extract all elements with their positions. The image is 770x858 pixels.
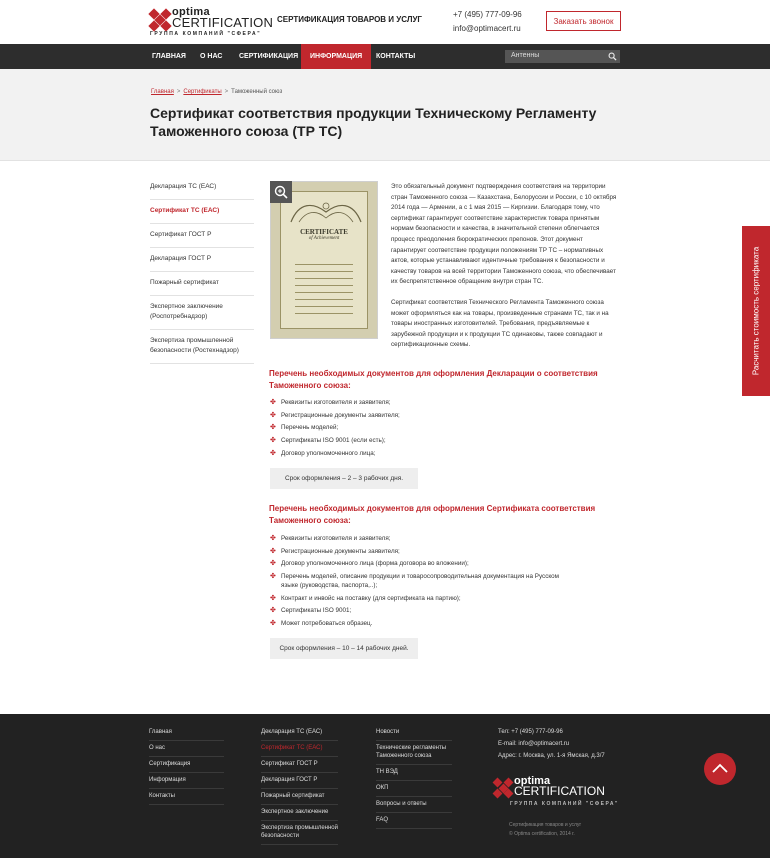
calculate-cost-label: Расчитать стоимость сертификата: [751, 246, 761, 376]
footer-logo-line2: CERTIFICATION: [514, 784, 605, 798]
list-item: ✤ Перечень моделей;: [270, 424, 339, 432]
chevron-up-icon: [704, 753, 736, 785]
nav-item-about[interactable]: О НАС: [200, 53, 223, 60]
bullet-icon: ✤: [270, 560, 276, 568]
footer-tagline: Сертификация товаров и услуг: [509, 822, 582, 828]
bullet-icon: ✤: [270, 607, 276, 615]
bullet-icon: ✤: [270, 573, 276, 581]
certificate-lines: [295, 264, 353, 320]
footer-link[interactable]: Сертификация: [149, 757, 224, 773]
footer-link[interactable]: ТН ВЭД: [376, 765, 452, 781]
footer-link[interactable]: Сертификат ГОСТ Р: [261, 757, 338, 773]
section2-term: Срок оформления – 10 – 14 рабочих дней.: [270, 638, 418, 659]
list-item: ✤ Реквизиты изготовителя и заявителя;: [270, 535, 391, 542]
footer-col-info: [376, 725, 452, 829]
breadcrumb-home[interactable]: Главная: [151, 89, 174, 95]
section1-list: [270, 398, 600, 461]
breadcrumb-separator-icon: >: [224, 89, 229, 95]
sidebar-item-certificate-ts[interactable]: Сертификат ТС (ЕАС): [150, 200, 254, 224]
bullet-icon: ✤: [270, 424, 276, 432]
logo-mark-icon: [150, 10, 170, 30]
zoom-icon: [270, 181, 292, 203]
breadcrumb: [151, 89, 282, 95]
footer-link[interactable]: О нас: [149, 741, 224, 757]
footer-col-services: [261, 725, 338, 845]
footer-link[interactable]: Главная: [149, 725, 224, 741]
sidebar-item-fire-certificate[interactable]: Пожарный сертификат: [150, 272, 254, 296]
bullet-icon: ✤: [270, 535, 276, 542]
bullet-icon: ✤: [270, 594, 276, 602]
footer-copyright: © Optima certification, 2014 г.: [509, 831, 575, 837]
header-tagline: СЕРТИФИКАЦИЯ ТОВАРОВ И УСЛУГ: [277, 15, 422, 24]
footer-email[interactable]: E-mail: info@optimacert.ru: [498, 741, 570, 747]
list-item: ✤ Реквизиты изготовителя и заявителя;: [270, 399, 391, 406]
footer-link[interactable]: Экспертное заключение: [261, 805, 338, 821]
section2-list: [270, 534, 600, 632]
logo-mark-icon: [494, 779, 512, 797]
list-item: ✤ Перечень моделей, описание продукции и товаросопроводительная документация на Русском языке (руководства, паспорта,..);: [270, 573, 560, 590]
bullet-icon: ✤: [270, 449, 276, 457]
sidebar-item-declaration-gost[interactable]: Декларация ГОСТ Р: [150, 248, 254, 272]
logo-line2: CERTIFICATION: [172, 15, 274, 30]
sidebar-item-industrial-safety[interactable]: Экспертиза промышленной безопасности (Ростехнадзор): [150, 330, 254, 364]
section1-term: Срок оформления – 2 – 3 рабочих дня.: [270, 468, 418, 489]
search-icon[interactable]: [608, 52, 617, 61]
footer-logo-line3: ГРУППА КОМПАНИЙ "СФЕРА": [510, 801, 619, 807]
section2-title: Перечень необходимых документов для оформления Сертификата соответствия Таможенного союза:: [269, 504, 596, 525]
bullet-icon: ✤: [270, 437, 276, 445]
certificate-subtitle: of Achievement: [308, 236, 340, 241]
footer-link[interactable]: FAQ: [376, 813, 452, 829]
sidebar: [150, 176, 254, 364]
site-header: [0, 0, 770, 44]
certificate-title: CERTIFICATE: [300, 228, 348, 236]
footer-logo-line1: optima: [514, 775, 551, 787]
breadcrumb-separator-icon: >: [176, 89, 181, 95]
header-email[interactable]: info@optimacert.ru: [453, 24, 521, 33]
search-input[interactable]: [505, 50, 620, 63]
footer-link[interactable]: Декларация ГОСТ Р: [261, 773, 338, 789]
nav-item-home[interactable]: ГЛАВНАЯ: [152, 53, 186, 60]
search-value: Антенны: [511, 52, 540, 59]
zoom-button[interactable]: [270, 181, 292, 203]
main-nav: [0, 44, 770, 69]
footer-link[interactable]: Новости: [376, 725, 452, 741]
footer-link[interactable]: Контакты: [149, 789, 224, 805]
intro-paragraph-2: Сертификат соответствия Технического Регламента Таможенного союза может оформляться как на товары, произведенные странами ТС, так и на товары иностранных изготовителей. Требования, предъявляемые к зарубежной продукции и к продукции ТС одинаковы, также совпадают и сертификационные схемы.: [391, 298, 609, 349]
nav-item-contacts[interactable]: КОНТАКТЫ: [376, 53, 416, 60]
bullet-icon: ✤: [270, 620, 276, 628]
intro-text: [391, 182, 619, 361]
logo-line3: ГРУППА КОМПАНИЙ "СФЕРА": [150, 31, 262, 37]
breadcrumb-certificates[interactable]: Сертификаты: [183, 89, 222, 95]
list-item: ✤ Сертификаты ISO 9001 (если есть);: [270, 437, 386, 445]
ornament-icon: [289, 198, 363, 224]
list-item: ✤ Регистрационные документы заявителя;: [270, 547, 400, 555]
list-item: ✤ Договор уполномоченного лица (форма договора во вложении);: [270, 560, 469, 568]
header-phone[interactable]: +7 (495) 777-09-96: [453, 10, 522, 19]
bullet-icon: ✤: [270, 411, 276, 419]
footer-link[interactable]: Информация: [149, 773, 224, 789]
list-item: ✤ Контракт и инвойс на поставку (для сертификата на партию);: [270, 594, 461, 602]
footer-address: Адрес: г. Москва, ул. 1-я Ямская, д.3/7: [498, 753, 605, 759]
footer-link[interactable]: Технические регламенты Таможенного союза: [376, 741, 452, 765]
certificate-frame: [280, 191, 368, 329]
calculate-cost-tab[interactable]: [742, 226, 770, 396]
logo-line1: optima: [172, 6, 210, 18]
callback-button[interactable]: Заказать звонок: [546, 11, 621, 31]
sidebar-item-expert-conclusion[interactable]: Экспертное заключение (Роспотребнадзор): [150, 296, 254, 330]
footer-col-main: [149, 725, 224, 805]
footer-link[interactable]: Экспертиза промышленной безопасности: [261, 821, 338, 845]
footer-link[interactable]: ОКП: [376, 781, 452, 797]
nav-item-certification[interactable]: СЕРТИФИКАЦИЯ: [239, 53, 299, 60]
sidebar-item-certificate-gost[interactable]: Сертификат ГОСТ Р: [150, 224, 254, 248]
list-item: ✤ Договор уполномоченного лица;: [270, 449, 376, 457]
breadcrumb-current: Таможенный союз: [231, 89, 283, 95]
scroll-top-button[interactable]: [704, 753, 736, 785]
list-item: ✤ Может потребоваться образец.: [270, 620, 373, 628]
list-item: ✤ Регистрационные документы заявителя;: [270, 411, 400, 419]
footer-link[interactable]: Пожарный сертификат: [261, 789, 338, 805]
nav-item-information[interactable]: ИНФОРМАЦИЯ: [301, 44, 371, 69]
footer-link[interactable]: Декларация ТС (ЕАС): [261, 725, 338, 741]
page-title: Сертификат соответствия продукции Техническому Регламенту Таможенного союза (ТР ТС): [150, 105, 597, 139]
certificate-image[interactable]: [270, 181, 378, 339]
bullet-icon: ✤: [270, 547, 276, 555]
intro-paragraph-1: Это обязательный документ подтверждения соответствия на территории стран Таможенного союза — Казахстана, Белоруссии и России, с 10 октября 2014 года — Армении, а с 1 мая 2015 — Киргизии. Благодаря тому, что сертификат гарантирует соответствие характеристик товара принятым нормам безопасности и качества, в значительной степени облегчается процесс преодоления бюрократических препонов. Этот документ гарантирует соответствие продукции положениям ТР ТС – нормативных актов, которые устанавливают идентичные требования к безопасности и качеству товаров на всей территории Таможенного союза, что обеспечивает их беспрепятственное обращение внутри стран ТС.: [391, 183, 617, 286]
footer-link[interactable]: Вопросы и ответы: [376, 797, 452, 813]
footer-link[interactable]: Сертификат ТС (ЕАС): [261, 741, 338, 757]
sidebar-item-declaration-ts[interactable]: Декларация ТС (ЕАС): [150, 176, 254, 200]
bullet-icon: ✤: [270, 399, 276, 406]
section1-title: Перечень необходимых документов для оформления Декларации о соответствия Таможенного союза:: [269, 369, 598, 390]
list-item: ✤ Сертификаты ISO 9001;: [270, 607, 352, 615]
footer-phone[interactable]: Тел: +7 (495) 777-09-96: [498, 729, 563, 735]
